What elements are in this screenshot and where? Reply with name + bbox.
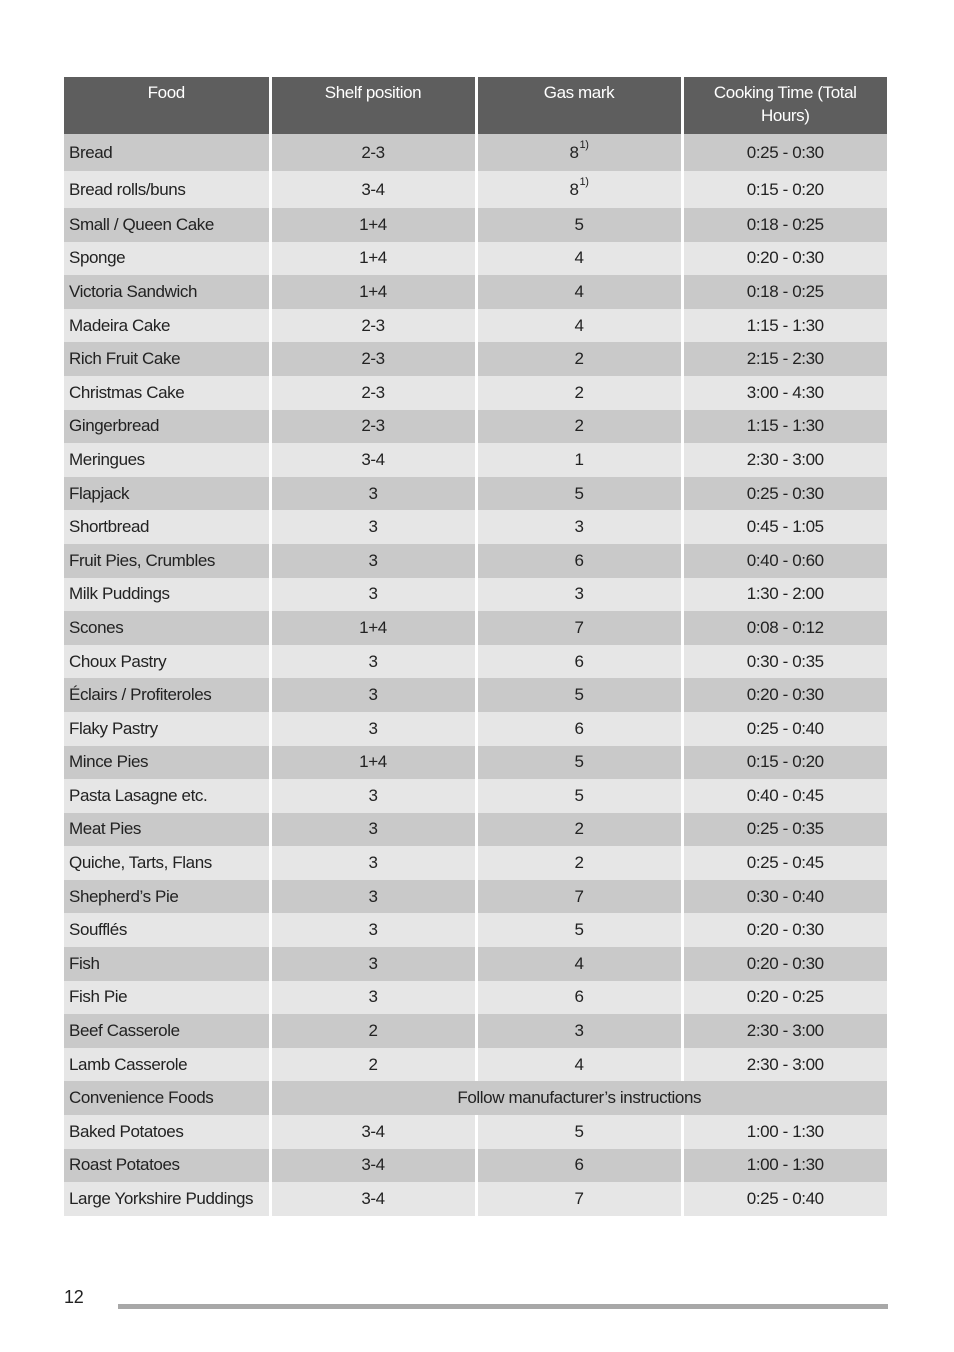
header-food: Food [64,77,270,134]
gas-mark-value: 4 [574,248,584,268]
cooking-time-cell: 0:25 - 0:40 [682,712,887,746]
table-row [64,1182,887,1216]
table-row [64,1115,887,1149]
cooking-time-cell: 1:00 - 1:30 [682,1149,887,1183]
table-row [64,134,887,171]
food-cell: Bread [64,134,270,171]
gas-mark-value: 2 [574,382,584,402]
gas-mark-cell [476,134,682,171]
gas-mark-value: 4 [574,1054,584,1074]
gas-mark-cell [476,947,682,981]
gas-mark-value: 2 [574,349,584,369]
table-row [64,410,887,444]
footnote-marker: 1) [579,175,589,188]
gas-mark-value: 5 [574,685,584,705]
table-header-row [64,77,887,134]
shelf-position-cell: 2-3 [270,410,476,444]
gas-mark-cell [476,510,682,544]
gas-mark-cell [476,242,682,276]
shelf-position-cell: 1+4 [270,746,476,780]
gas-mark-cell [476,410,682,444]
gas-mark-value: 5 [574,483,584,503]
gas-mark-value: 5 [574,1121,584,1141]
food-cell: Flaky Pastry [64,712,270,746]
gas-mark-value: 6 [574,1155,584,1175]
gas-mark-value: 7 [574,886,584,906]
shelf-position-cell: 3 [270,645,476,679]
gas-mark-cell [476,712,682,746]
table-row [64,477,887,511]
cooking-time-cell: 0:40 - 0:45 [682,779,887,813]
gas-mark-value: 6 [574,987,584,1007]
table-row [64,443,887,477]
table-row [64,208,887,242]
gas-mark-value: 6 [574,718,584,738]
table-body [64,134,887,1216]
shelf-position-cell: 2-3 [270,376,476,410]
cooking-time-cell: 1:30 - 2:00 [682,578,887,612]
gas-mark-value: 1 [574,449,584,469]
gas-mark-cell [476,208,682,242]
gas-mark-cell [476,309,682,343]
cooking-time-cell: 0:30 - 0:40 [682,880,887,914]
shelf-position-cell: 3-4 [270,1182,476,1216]
food-cell: Choux Pastry [64,645,270,679]
page-number: 12 [64,1287,84,1307]
table-row [64,678,887,712]
table-row [64,578,887,612]
cooking-time-cell: 0:25 - 0:40 [682,1182,887,1216]
food-cell: Lamb Casserole [64,1048,270,1082]
gas-mark-cell [476,275,682,309]
food-cell: Large Yorkshire Puddings [64,1182,270,1216]
shelf-position-cell: 3 [270,913,476,947]
gas-mark-value: 2 [574,853,584,873]
shelf-position-cell: 1+4 [270,611,476,645]
gas-mark-cell [476,678,682,712]
food-cell: Rich Fruit Cake [64,342,270,376]
cooking-time-cell: 0:30 - 0:35 [682,645,887,679]
gas-mark-cell [476,779,682,813]
shelf-position-cell: 2 [270,1048,476,1082]
cooking-time-cell: 0:45 - 1:05 [682,510,887,544]
shelf-position-cell: 2-3 [270,134,476,171]
table-row [64,645,887,679]
food-cell: Madeira Cake [64,309,270,343]
cooking-time-cell: 0:25 - 0:45 [682,846,887,880]
gas-mark-cell [476,1014,682,1048]
table-row [64,746,887,780]
gas-mark-cell [476,880,682,914]
table-row [64,846,887,880]
gas-mark-cell [476,846,682,880]
food-cell: Soufflés [64,913,270,947]
table-row [64,309,887,343]
food-cell: Meat Pies [64,813,270,847]
gas-mark-cell [476,913,682,947]
gas-mark-cell [476,443,682,477]
food-cell: Small / Queen Cake [64,208,270,242]
food-cell: Gingerbread [64,410,270,444]
food-cell: Quiche, Tarts, Flans [64,846,270,880]
gas-mark-cell [476,611,682,645]
gas-mark-value: 5 [574,752,584,772]
shelf-position-cell: 3 [270,981,476,1015]
cooking-time-cell: 0:20 - 0:25 [682,981,887,1015]
food-cell: Christmas Cake [64,376,270,410]
food-cell: Fruit Pies, Crumbles [64,544,270,578]
cooking-time-cell: 2:15 - 2:30 [682,342,887,376]
food-cell: Pasta Lasagne etc. [64,779,270,813]
shelf-position-cell: 2-3 [270,342,476,376]
gas-mark-value: 4 [574,281,584,301]
cooking-time-cell: 0:18 - 0:25 [682,275,887,309]
gas-mark-cell [476,578,682,612]
food-cell: Convenience Foods [64,1081,270,1115]
gas-mark-cell [476,981,682,1015]
cooking-time-cell: 0:20 - 0:30 [682,678,887,712]
table-row [64,1014,887,1048]
shelf-position-cell: 3 [270,578,476,612]
gas-mark-cell [476,544,682,578]
gas-mark-value: 7 [574,1189,584,1209]
table-row [64,171,887,208]
gas-mark-value: 7 [574,617,584,637]
shelf-position-cell: 3 [270,813,476,847]
food-cell: Fish Pie [64,981,270,1015]
shelf-position-cell: 3 [270,880,476,914]
header-cooking-time: Cooking Time (Total Hours) [682,77,887,134]
table-row [64,544,887,578]
table-row [64,981,887,1015]
cooking-time-cell: 1:00 - 1:30 [682,1115,887,1149]
cooking-time-cell: 1:15 - 1:30 [682,309,887,343]
gas-mark-value: 3 [574,1021,584,1041]
cooking-time-cell: 0:20 - 0:30 [682,242,887,276]
cooking-time-cell: 2:30 - 3:00 [682,443,887,477]
gas-mark-value: 6 [574,651,584,671]
shelf-position-cell: 3 [270,510,476,544]
cooking-time-cell: 0:20 - 0:30 [682,947,887,981]
table-row [64,611,887,645]
shelf-position-cell: 2 [270,1014,476,1048]
shelf-position-cell: 2-3 [270,309,476,343]
table-row [64,1048,887,1082]
table-row [64,712,887,746]
cooking-time-cell: 0:08 - 0:12 [682,611,887,645]
merged-instruction-cell: Follow manufacturer’s instructions [270,1081,887,1115]
footer-rule [118,1304,888,1309]
shelf-position-cell: 3 [270,477,476,511]
food-cell: Meringues [64,443,270,477]
gas-mark-value: 3 [574,584,584,604]
gas-mark-value: 8 [569,179,579,199]
food-cell: Victoria Sandwich [64,275,270,309]
gas-mark-value: 4 [574,315,584,335]
cooking-time-cell: 2:30 - 3:00 [682,1014,887,1048]
gas-mark-value: 2 [574,819,584,839]
gas-mark-value: 2 [574,416,584,436]
food-cell: Beef Casserole [64,1014,270,1048]
cooking-table-container [64,77,887,1216]
gas-mark-value: 8 [569,142,579,162]
shelf-position-cell: 1+4 [270,242,476,276]
gas-mark-value: 5 [574,920,584,940]
shelf-position-cell: 3-4 [270,171,476,208]
table-row [64,1149,887,1183]
gas-mark-cell [476,1048,682,1082]
table-row [64,242,887,276]
cooking-time-cell: 0:20 - 0:30 [682,913,887,947]
cooking-table [64,77,887,1216]
gas-mark-value: 5 [574,785,584,805]
food-cell: Éclairs / Profiteroles [64,678,270,712]
gas-mark-cell [476,477,682,511]
shelf-position-cell: 1+4 [270,208,476,242]
shelf-position-cell: 3-4 [270,1115,476,1149]
cooking-time-cell: 0:25 - 0:30 [682,134,887,171]
gas-mark-cell [476,1182,682,1216]
cooking-time-cell: 2:30 - 3:00 [682,1048,887,1082]
cooking-time-cell: 0:25 - 0:35 [682,813,887,847]
table-row [64,376,887,410]
table-row [64,813,887,847]
header-gas-mark: Gas mark [476,77,682,134]
table-row [64,510,887,544]
table-row [64,342,887,376]
gas-mark-cell [476,1115,682,1149]
gas-mark-value: 4 [574,953,584,973]
shelf-position-cell: 1+4 [270,275,476,309]
gas-mark-cell [476,746,682,780]
gas-mark-cell [476,645,682,679]
food-cell: Shepherd’s Pie [64,880,270,914]
cooking-time-cell: 0:15 - 0:20 [682,171,887,208]
table-row [64,947,887,981]
food-cell: Milk Puddings [64,578,270,612]
gas-mark-value: 5 [574,214,584,234]
food-cell: Fish [64,947,270,981]
table-row [64,1081,887,1115]
table-row [64,275,887,309]
cooking-time-cell: 0:18 - 0:25 [682,208,887,242]
shelf-position-cell: 3 [270,678,476,712]
gas-mark-cell [476,342,682,376]
gas-mark-cell [476,1149,682,1183]
cooking-time-cell: 1:15 - 1:30 [682,410,887,444]
cooking-time-cell: 0:40 - 0:60 [682,544,887,578]
food-cell: Scones [64,611,270,645]
gas-mark-cell [476,376,682,410]
food-cell: Flapjack [64,477,270,511]
food-cell: Sponge [64,242,270,276]
gas-mark-value: 6 [574,550,584,570]
food-cell: Bread rolls/buns [64,171,270,208]
gas-mark-cell [476,813,682,847]
shelf-position-cell: 3 [270,712,476,746]
food-cell: Mince Pies [64,746,270,780]
food-cell: Shortbread [64,510,270,544]
header-shelf-position: Shelf position [270,77,476,134]
gas-mark-cell [476,171,682,208]
cooking-time-cell: 0:15 - 0:20 [682,746,887,780]
footnote-marker: 1) [579,138,589,151]
table-row [64,880,887,914]
shelf-position-cell: 3 [270,544,476,578]
food-cell: Baked Potatoes [64,1115,270,1149]
shelf-position-cell: 3-4 [270,1149,476,1183]
gas-mark-value: 3 [574,517,584,537]
food-cell: Roast Potatoes [64,1149,270,1183]
shelf-position-cell: 3-4 [270,443,476,477]
table-row [64,913,887,947]
shelf-position-cell: 3 [270,947,476,981]
shelf-position-cell: 3 [270,779,476,813]
shelf-position-cell: 3 [270,846,476,880]
table-row [64,779,887,813]
cooking-time-cell: 3:00 - 4:30 [682,376,887,410]
cooking-time-cell: 0:25 - 0:30 [682,477,887,511]
